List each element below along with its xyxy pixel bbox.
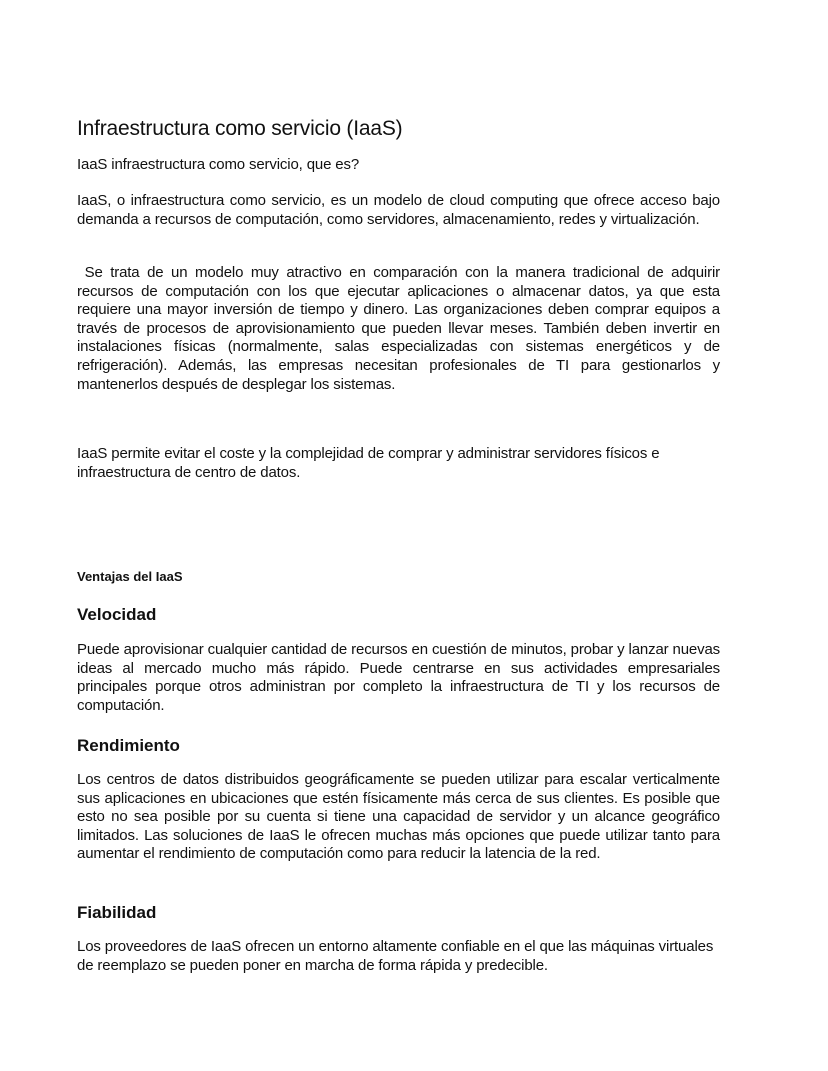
advantages-heading: Ventajas del IaaS [77,569,183,584]
section-body-rendimiento: Los centros de datos distribuidos geográficamente se pueden utilizar para escalar verticalmente sus aplicaciones en ubicaciones que estén físicamente más cerca de sus clientes. Es posible que esto no sea posible por su cuenta si tiene una capacidad de servidor y un alcance geográfico limitados. Las soluciones de IaaS le ofrecen muchas más opciones que puede utilizar tanto para aumentar el rendimiento de computación como para reducir la latencia de la red. [77,771,720,863]
subtitle: IaaS infraestructura como servicio, que es? [77,156,360,173]
intro-paragraph: IaaS, o infraestructura como servicio, es un modelo de cloud computing que ofrece acceso bajo demanda a recursos de computación, como servidores, almacenamiento, redes y virtualización. [77,192,720,228]
comparison-paragraph: Se trata de un modelo muy atractivo en comparación con la manera tradicional de adquirir recursos de computación con los que ejecutar aplicaciones o almacenar datos, ya que esta requiere una mayor inversión de tiempo y dinero. Las organizaciones deben comprar equipos a través de procesos de aprovisionamiento que pueden llevar meses. También deben invertir en instalaciones físicas (normalmente, salas especializadas con sistemas energéticos y de refrigeración). Además, las empresas necesitan profesionales de TI para gestionarlos y mantenerlos después de desplegar los sistemas. [77,264,725,393]
section-body-fiabilidad: Los proveedores de IaaS ofrecen un entorno altamente confiable en el que las máquinas virtuales de reemplazo se pueden poner en marcha de forma rápida y predecible. [77,938,714,974]
section-heading-velocidad: Velocidad [77,605,157,624]
section-heading-rendimiento: Rendimiento [77,736,180,755]
page-title: Infraestructura como servicio (IaaS) [77,117,403,140]
summary-paragraph: IaaS permite evitar el coste y la complejidad de comprar y administrar servidores físicos e infraestructura de centro de datos. [77,445,660,481]
section-body-velocidad: Puede aprovisionar cualquier cantidad de recursos en cuestión de minutos, probar y lanzar nuevas ideas al mercado mucho más rápido. Puede centrarse en sus actividades empresariales principales porque otros administran por completo la infraestructura de TI y los recursos de computación. [77,641,720,714]
section-heading-fiabilidad: Fiabilidad [77,903,157,922]
